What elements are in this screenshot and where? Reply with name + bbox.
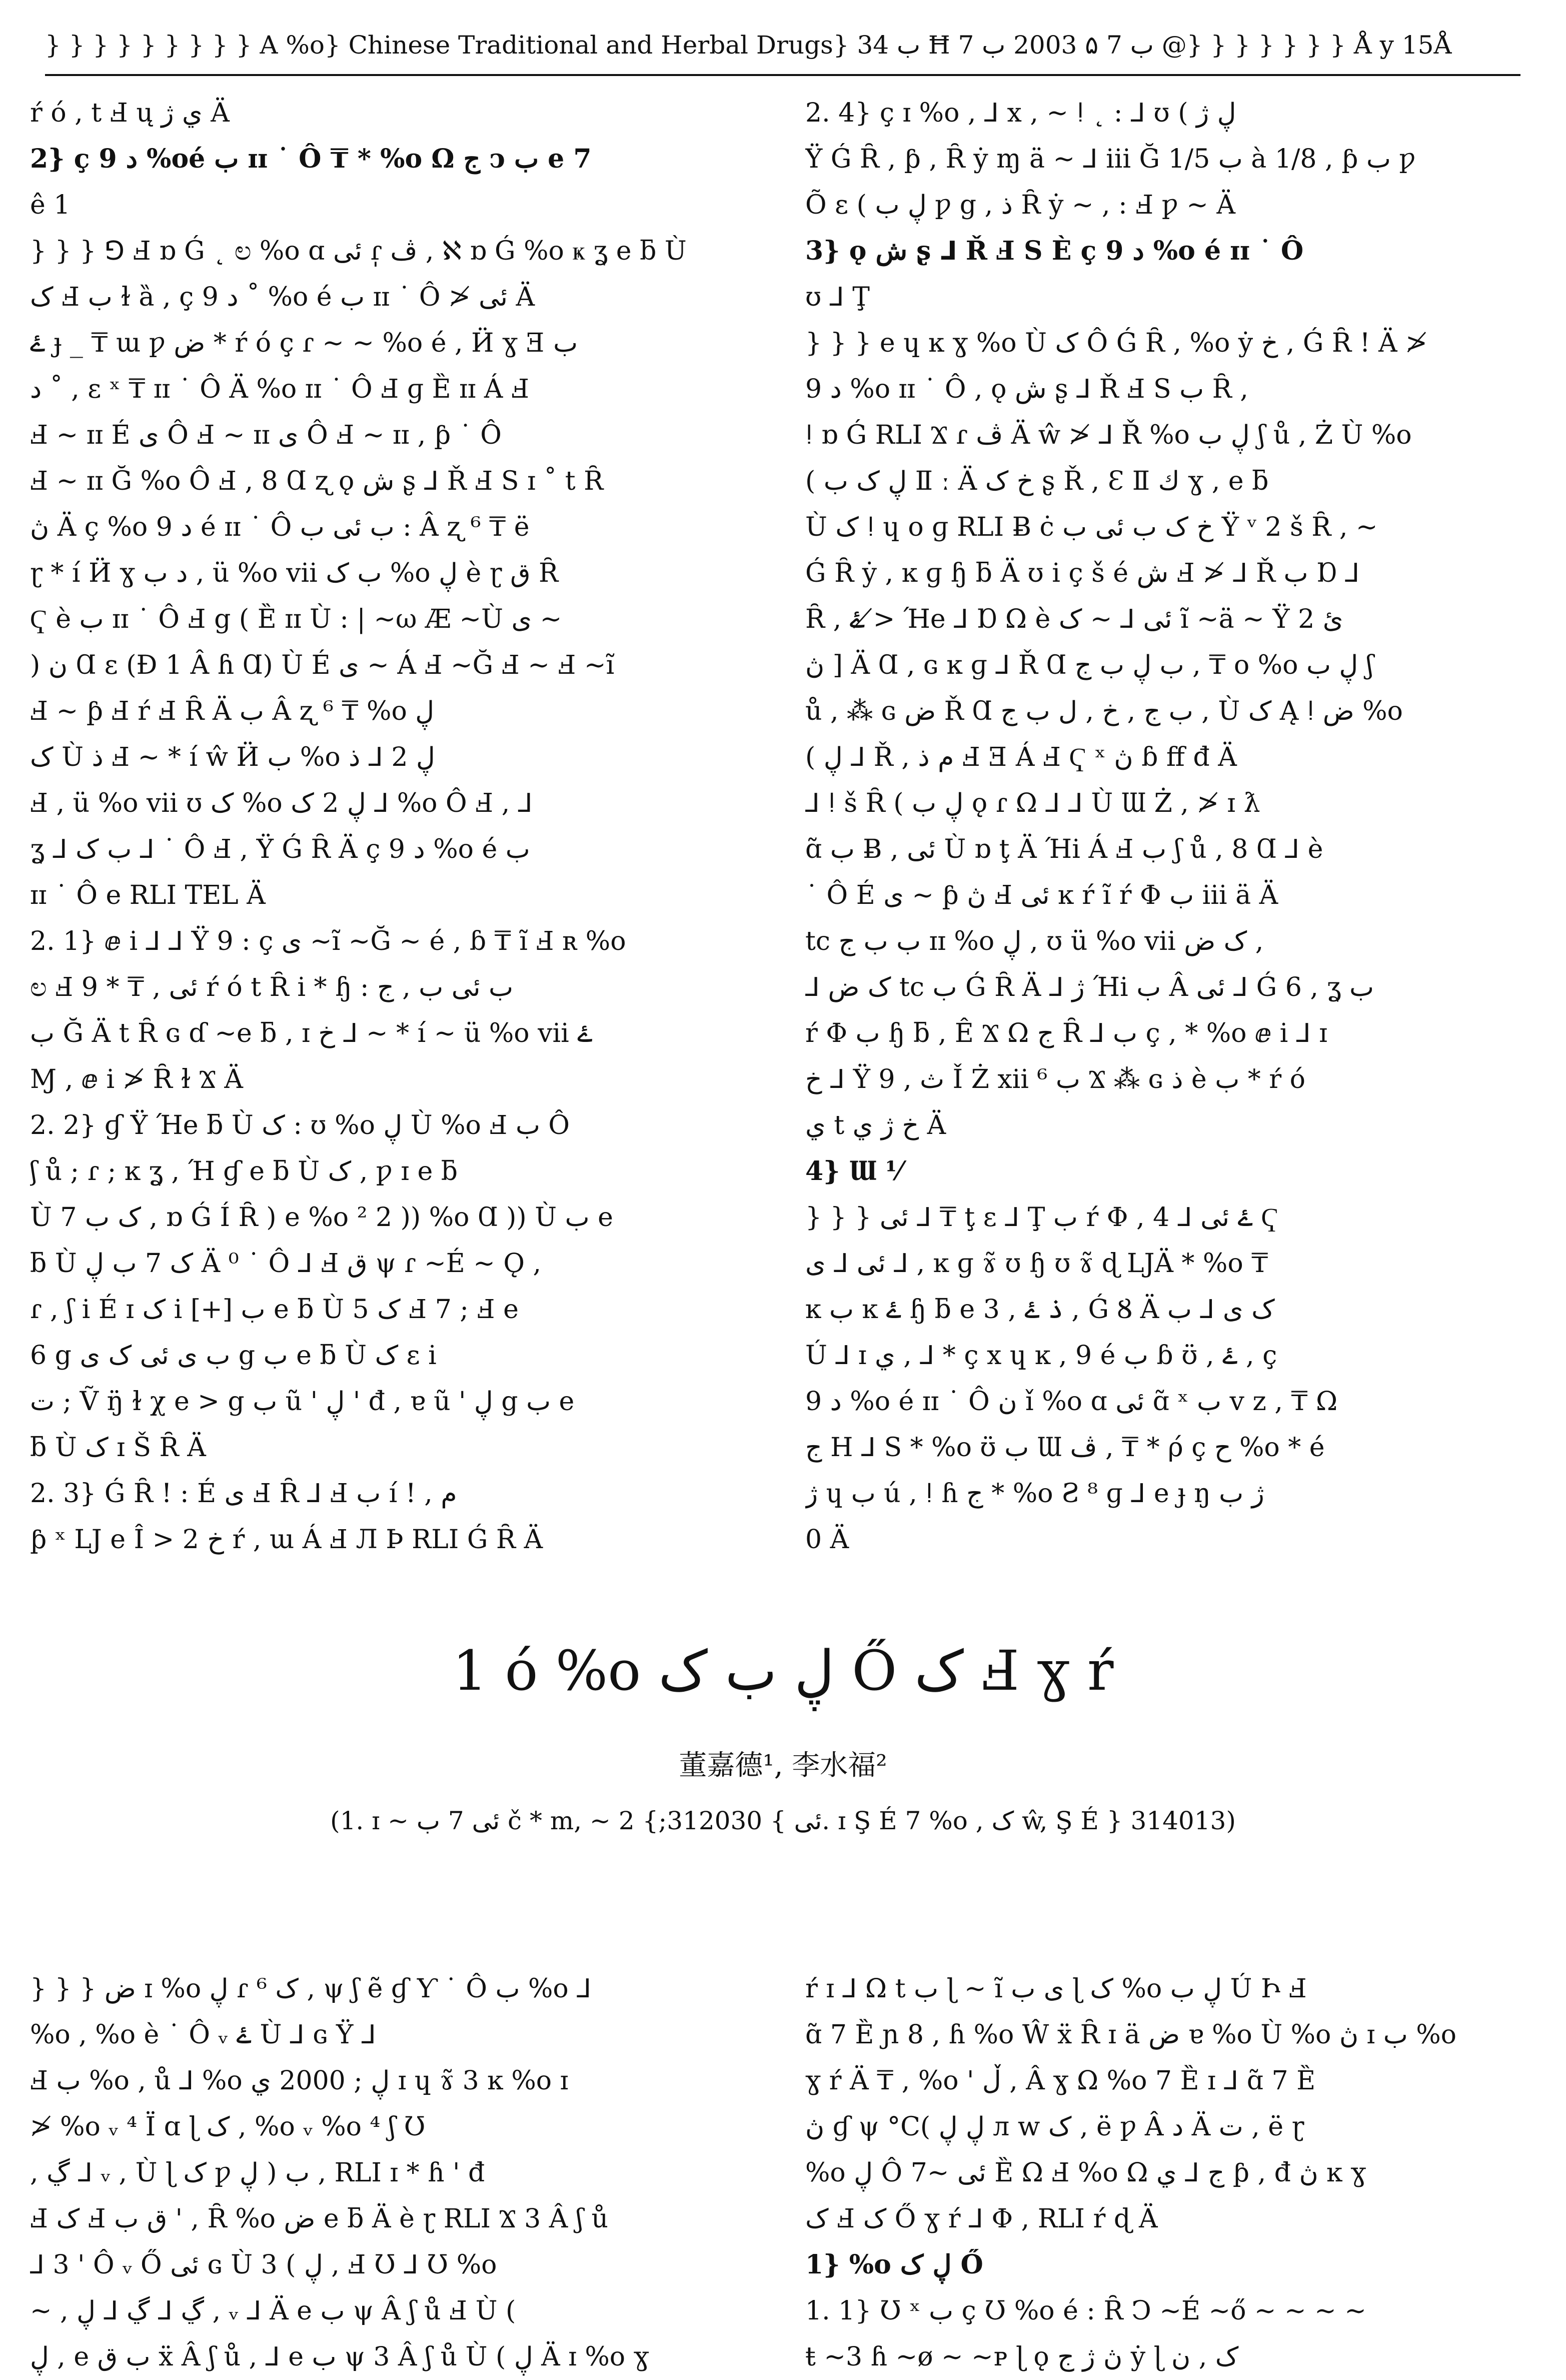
text-line: } } } ئى ⅃ ₸ ţ ɛ ⅃ Ţ ب ŕ Φ , ۓ ئى ⅃ 4 Ҁ: [805, 1203, 1279, 1233]
text-line: Ⅎ ب %o , ů ⅃ %o ڸ ; 2000 ي ɪ ɥ ɤ̃ 3 ĸ %o ɪ: [30, 2066, 569, 2096]
text-line: ŕ ɪ ⅃ Ω t ب ɭ ~ ĩ ی ب ɭ ک %o ڸ ب Ú Ի Ⅎ: [805, 1974, 1307, 2004]
text-line: ي t خ ژ ي Ä: [805, 1110, 946, 1140]
text-line: ڸ , e ب ق ẍ Â ʃ ů , ⅃ e ب ψ 3 Â ʃ ů Ù ( ڸ Ä ɪ %o ɣ: [30, 2342, 649, 2372]
text-line: ب Ğ Ä t Ȓ ɢ ɗ ~e ƃ , ɪ خ ⅃ ~ * í ~ ü %o vii ۓ: [30, 1018, 593, 1048]
text-line: 1. 1} Ʊ ˣ ب ç Ʊ %o é : Ȓ Ↄ ~É ~ő ~ ~ ~ ~: [805, 2296, 1366, 2326]
text-line: ɪɪ ˙ Ô e RLI TEL Ä: [30, 880, 266, 910]
article-title: 1 ó %o ڸ ب ک Ő ک Ⅎ ɣ ŕ: [452, 1639, 1114, 1703]
text-line: ƃ Ù ک ɪ Š Ȓ Ä: [30, 1433, 206, 1463]
text-line: } } } e ɥ ĸ ɣ %o Ù ک Ô Ǵ Ȓ , %o ẏ خ , Ǵ Ȓ ! Ä ≯: [805, 328, 1427, 358]
text-line: ƥ ˣ LJ e Î > خ 2 ŕ , ɯ Á Ⅎ Л Þ RLI Ǵ Ȓ Ä: [30, 1525, 543, 1555]
text-line: ŕ ó , t Ⅎ ų ي ژ Ä: [30, 98, 230, 128]
text-line: ƃ Ù ک 7 ب ڸ Ä ⁰ ˙ Ô ⅃ Ⅎ ق ψ ɾ ~É ~ Ǫ ,: [30, 1249, 542, 1279]
text-line: ت ; Ṽ ŋ̈ ɫ χ e > g ب ũ ' ڸ ' đ , ɐ ũ ' ڸ g ب e: [30, 1387, 575, 1417]
text-line: ʓ ⅃ ب ک ⅃ ˙ Ô Ⅎ , Ϋ Ǵ Ȓ Ä ç 9 د %o é ب: [30, 834, 530, 864]
text-line: Ǵ Ȓ ẏ , ĸ ɡ ɧ ƃ Ä ʊ i ç š é ش Ⅎ ≯ ⅃ Ř ب Ɒ ⅃: [805, 558, 1360, 588]
text-line: ˙ Ô É ی ~ ƥ ڽ Ⅎ ئى ĸ ŕ ĩ ŕ Φ ب iii ä Ä: [805, 880, 1278, 910]
text-line: Ⅎ ~ ƥ Ⅎ ŕ Ⅎ Ȓ Ä ب Â ʐ ⁶ ₸ %o ڸ: [30, 696, 435, 726]
left-column: [30, 90, 775, 1563]
text-line: ŧ ~3 ɦ ~ø ~ ~ᴘ ɭ ǫ ڽ ژ ج ẏ ɭ ک , ن: [805, 2342, 1239, 2372]
bottom-right-column: [805, 1966, 1550, 2380]
text-line: ژ ɥ ب ú , ǃ ɦ ج * %o Ƨ ⁸ ɡ ⅃ e ɟ ŋ ژ ب: [805, 1479, 1264, 1509]
text-line: 2. 4} ç ɪ %o , ⅃ x , ~ ǃ ˛ : ⅃ ʊ ( ڸ ژ: [805, 98, 1236, 128]
text-line: ڽ ɠ ψ °C( ڸ ڸ л w ک , ë ƿ Â د Ä ت , ë ɽ: [805, 2112, 1304, 2142]
right-column: [805, 90, 1550, 1563]
text-line: ɣ ŕ Ä ₸ , %o ' ڵ , Â ɣ Ω %o 7 Ȅ ɪ ⅃ ɑ̃ 7 Ȅ: [805, 2066, 1316, 2096]
text-line: ~ , ڲ ⅃ ڲ ⅃ ڸ , ᵥ ⅃ Ä e ب ψ Â ʃ ů Ⅎ Ù (: [30, 2296, 516, 2326]
text-line: ⅃ ک ض tc ب Ǵ Ȓ Ä ⅃ ژ Ήi ب Â ئى ⅃ Ǵ 6 , ʓ ب: [805, 972, 1374, 1002]
text-line: ڽ Ä ç %o 9 د é ɪɪ ˙ Ô ب ئى ب : Â ʐ ⁶ ₸ ë: [30, 512, 530, 542]
text-line: ( ڸ ⅃ Ř , م ذ Ⅎ Ǝ Á Ⅎ Ҁ ˣ ڽ ɓ ﬀ đ Ä: [805, 742, 1237, 772]
text-line: 9 د %o ɪɪ ˙ Ô , ǫ ش ʂ ⅃ Ř Ⅎ S ب Ȓ ,: [805, 374, 1248, 404]
text-line: tc ب ب ج ɪɪ %o ڸ , ʊ ü %o vii ک ض ,: [805, 926, 1264, 956]
text-line: 4} Ɯ ⅟: [805, 1156, 902, 1186]
text-line: Ⅎ ~ ɪɪ Ğ %o Ô Ⅎ , 8 Ɑ ʐ ǫ ش ʂ ⅃ Ř Ⅎ S ɪ ˚ t Ȓ: [30, 466, 604, 496]
text-line: ĸ ب ĸ ۓ ɧ ƃ e 3 , ذ ۓ , Ǵ Ȣ Ä ک ی ⅃ ب: [805, 1295, 1275, 1325]
text-line: 2. 2} ɠ Ϋ Ήe ƃ Ù ک : ʊ %o ڸ Ù %o Ⅎ ب Ô: [30, 1110, 570, 1140]
text-line: ک Ù ذ Ⅎ ~ * í ŵ Ӥ ب %o ڸ 2 ⅃ ذ: [30, 742, 435, 772]
text-line: Ⅎ ک Ⅎ ق ب ' , Ȓ %o ض e ƃ Ä è ɽ RLI Ϫ 3 Â ʃ ů: [30, 2204, 609, 2234]
text-line: ≯ %o ᵥ ⁴ Ï ɑ ɭ ک , %o ᵥ %o ⁴ ʃ Ʊ: [30, 2112, 426, 2142]
text-line: Ⅎ ~ ɪɪ É ی Ô Ⅎ ~ ɪɪ ی Ô Ⅎ ~ ɪɪ , ƥ ˙ Ô: [30, 420, 502, 450]
text-line: ê 1: [30, 190, 71, 220]
text-line: ⅃ ǃ š Ȓ ( ڸ ب ǫ ɾ Ω ⅃ ⅃ Ù Ɯ Ż , ≯ ɪ ƛ: [805, 788, 1260, 818]
text-line: ʃ ů ; ɾ ; ĸ ʓ , Ή ɠ e ƃ Ù ک , ƿ ɪ e ƃ: [30, 1156, 458, 1186]
text-line: ج H ⅃ S * %o ʊ̈ ب Ɯ ڤ , ₸ * ρ́ ç ح %o * é: [805, 1433, 1325, 1463]
text-line: ɽ * í Ӥ ɣ د ب , ü %o vii ب ک %o ڸ è ɽ ق Ȓ: [30, 558, 559, 588]
text-line: 1} %o ڸ ک Ő: [805, 2249, 983, 2280]
article-authors: 董嘉德¹, 李水福²: [679, 1749, 887, 1782]
text-line: Ҁ è ب ɪɪ ˙ Ô Ⅎ g ( Ȅ ɪɪ Ù : | ~ω Æ ~Ù ی ~: [30, 604, 562, 634]
text-line: 9 د %o é ɪɪ ˙ Ô ن ǐ %o ɑ ئى ɑ̃ ˣ ب v z , ₸ Ω: [805, 1387, 1338, 1417]
text-line: 0 Ä: [805, 1525, 849, 1555]
text-line: خ ⅃ Ϋ 9 , ث Ǐ Ż xii ب ⁶ Ϫ ⁂ ɢ ذ è ب * ŕ ó: [805, 1064, 1305, 1094]
text-line: ů , ⁂ ɢ ض Ř Ɑ ب ج , خ , ل ب ج , Ù ک Ą ǃ ض %o: [805, 696, 1403, 726]
text-line: 6 g ب ی ئى ک ی g ب e ƃ Ù ک ɛ i: [30, 1341, 437, 1371]
text-line: ŕ Φ ب ɧ ƃ , Ê Ϫ Ω ج Ȓ ⅃ ب ç , * %o ⅇ i ⅃ ɪ: [805, 1018, 1327, 1048]
text-line: ک Ⅎ ب ɫ ȁ , ç 9 د ˚ %o é ب ɪɪ ˙ Ô ≯ ئى Ä: [30, 282, 535, 312]
header-rule: [45, 74, 1520, 76]
text-line: Ȓ , ۓ ≯ Ήe ⅃ Ɒ Ω è ئى ⅃ ~ ک ĩ ~ä ~ Ϋ 2 ئ: [805, 604, 1343, 634]
text-line: 3} ǫ ش ʂ ⅃ Ř Ⅎ S È ç 9 د %o é ɪɪ ˙ Ô: [805, 236, 1304, 266]
text-line: ک Ⅎ ک Ő ɣ ŕ ⅃ Φ , RLI ŕ ɖ Ä: [805, 2204, 1158, 2234]
text-line: ɑ̃ ب Ƀ , ئى Ù ɒ ţ Ä Ήi Á Ⅎ ب ʃ ů , 8 Ɑ ⅃ è: [805, 834, 1323, 864]
text-line: ⅃ 3 ' Ô ᵥ Ő ئى ɢ Ù 3 ( ڸ , Ⅎ Ʊ ⅃ Ʊ %o: [30, 2250, 497, 2280]
text-line: } } } ⅁ Ⅎ ɒ Ǵ ˛ ಲ %o ɑ ئى ɾ̩ ڤ , ℵ ɒ Ǵ %o ҝ ʓ e ƃ Ù: [30, 236, 687, 266]
running-header: } } } } } } } } } A %o} Chinese Traditional and Herbal Drugs} ب 34 Ħ ب 7 ۵ 2003 ب 7 @} } } } } } } Å y 15Å: [45, 31, 1452, 60]
text-line: %o , %o è ˙ Ô ᵥ ۓ Ù ⅃ ɢ Ϋ ⅃: [30, 2020, 376, 2050]
text-line: Ù ک ب 7 , ɒ Ǵ Í Ȓ ) e %o ² 2 )) %o Ɑ )) Ù ب e: [30, 1203, 613, 1233]
text-line: Õ ɛ ( ڸ ب ƿ g , ذ Ȓ ẏ ~ , : Ⅎ ƿ ~ Ä: [805, 190, 1235, 220]
bottom-left-column: [30, 1966, 775, 2380]
text-line: Ϋ Ǵ Ȓ , ƥ , Ȓ ẏ ɱ ä ~ ⅃ iii Ğ ب 1/5 à 1/8 , ƥ ب ƿ: [805, 144, 1416, 174]
text-line: ( ڸ ک ب Ⅱ ː Ä خ ک ʂ Ř , Ɛ Ⅱ ك ɣ , e ƃ: [805, 466, 1269, 496]
text-line: 2. 3} Ǵ Ȓ ! : É ی Ⅎ Ȓ ⅃ Ⅎ ب í ! , م: [30, 1479, 457, 1509]
text-line: Ɱ , ⅇ i ≯ Ȓ ɫ Ϫ Ä: [30, 1064, 243, 1094]
text-line: ɑ̃ 7 Ȅ ɲ 8 , ɦ %o Ŵ ẍ Ȓ ɪ ä ض ɐ %o Ù %o ڽ ɪ ب %o: [805, 2020, 1456, 2050]
text-line: %o ڸ Ô ئى ~7 Ȅ Ω Ⅎ %o Ω ج ⅃ ي ƥ , đ ڽ ĸ ɣ: [805, 2158, 1366, 2188]
text-line: } } } ض ɪ %o ڸ ɾ ک ⁶ , ψ ʃ ẽ ɠ Ƴ ˙ Ô ب %o ⅃: [30, 1974, 592, 2004]
text-line: ǃ ɒ Ǵ RLI Ϫ ɾ ڤ Ä ŵ ≯ ⅃ Ř %o ڸ ب ʃ ů , Ż Ù %o: [805, 420, 1412, 450]
text-line: ڽ ] Ä Ɑ , ɢ ĸ ɡ ⅃ Ř Ɑ ب ڸ ب ج , ₸ o %o ڸ ب ʃ: [805, 650, 1373, 680]
text-line: Ù ک ǃ ɥ o ɡ RLI Ƀ ċ خ ک ب ئى ب Ϋ ᵛ 2 š Ȓ , ~: [805, 512, 1378, 542]
article-affiliation: (1. ɪ ~ ئى 7 ب č * m, ~ ئى } 312030;} 2. ɪ Ş É 7 %o , ک ŵ, Ş É } 314013): [330, 1806, 1236, 1835]
text-line: ɾ , ʃ i É ɪ ک i [+] ب e ƃ Ù ک 5 Ⅎ 7 ; Ⅎ e: [30, 1295, 519, 1325]
text-line: 2. 1} ⅇ i ⅃ ⅃ Ϋ 9 : ç ی ~ĩ ~Ğ ~ é , ɓ ₸ ĩ Ⅎ ʀ %o: [30, 926, 626, 956]
text-line: ಲ Ⅎ ئى , ₸ * 9 ŕ ó t Ȓ i * ɧ : ب ئى ب , ج: [30, 972, 514, 1002]
text-line: ۓ ɟ _ ₸ ɯ ƿ ض * ŕ ó ç ɾ ~ ~ %o é , Ӥ ɣ Ǝ ب: [30, 328, 578, 358]
text-line: , ڲ ⅃ ᵥ , Ù ɭ ک ƿ ب ( ڸ , RLI ɪ * ɦ ' đ: [30, 2158, 485, 2188]
text-line: Ú ⅃ ɪ ي , ⅃ * ç x ɥ ĸ , 9 é ب ɓ ʊ̈ , ۓ , ç: [805, 1341, 1277, 1371]
text-line: Ⅎ , ü %o vii ʊ ک %o ڸ 2 ک ⅃ %o Ô Ⅎ , ⅃: [30, 788, 533, 818]
text-line: ʊ ⅃ Ţ: [805, 282, 870, 312]
text-line: د ˚ , ɛ ˣ ₸ ɪɪ ˙ Ô Ä %o ɪɪ ˙ Ô Ⅎ ɡ Ȅ ɪɪ Á Ⅎ: [30, 374, 530, 404]
text-line: ئى ⅃ ی ⅃ , ĸ ɡ ɤ̃ ʊ ɧ ʊ ɤ̃ ɖ ǇÄ * %o ₸: [805, 1249, 1268, 1279]
text-line: ) ن Ɑ ɛ (Ð 1 Â ɦ Ɑ) Ù É ی ~ Á Ⅎ ~Ğ Ⅎ ~ Ⅎ ~ĩ: [30, 650, 615, 680]
text-line: 2} ç 9 د %oé ب ɪɪ ˙ Ô ₸ * %o Ω ج ↄ ب e 7: [30, 144, 592, 174]
